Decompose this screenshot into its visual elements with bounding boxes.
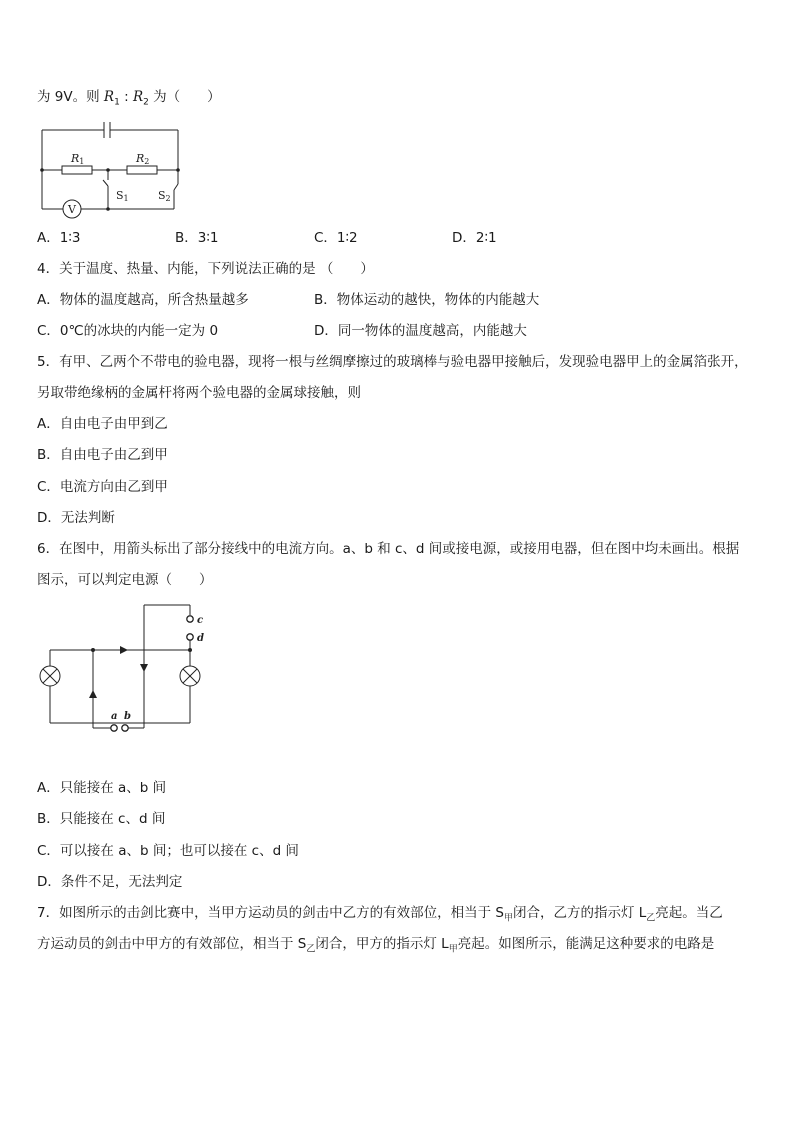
q6-stem-line-2: 图示，可以判定电源（ ） <box>37 572 213 588</box>
q7-stem-line-1: 7．如图所示的击剑比赛中，当甲方运动员的剑击中乙方的有效部位，相当于 $S_甲$闭合，乙方的指示灯 $L_乙$亮起。当乙 <box>37 905 723 924</box>
q6-terminal-c <box>187 616 193 622</box>
q6-arrow-right <box>120 646 128 654</box>
q5-option-d: D．无法判断 <box>37 510 115 526</box>
q3-option-d: D．2∶1 <box>452 230 497 246</box>
q6-option-b: B．只能接在 c、d 间 <box>37 811 166 827</box>
q6-option-a: A．只能接在 a、b 间 <box>37 780 167 796</box>
q4-stem: 4．关于温度、热量、内能，下列说法正确的是 （ ） <box>37 261 374 277</box>
q3-stem: 为 9V。则 $R_1$ : $R_2$ 为（ ） <box>37 89 221 108</box>
q4-option-b: B．物体运动的越快，物体的内能越大 <box>314 292 540 308</box>
q5-stem-line-1: 5．有甲、乙两个不带电的验电器，现将一根与丝绸摩擦过的玻璃棒与验电器甲接触后，发现验电器甲上的金属箔张开， <box>37 354 748 370</box>
q6-option-d: D．条件不足，无法判定 <box>37 874 183 890</box>
q6-arrow-up <box>89 690 97 698</box>
q5-stem-line-2: 另取带绝缘柄的金属杆将两个验电器的金属球接触，则 <box>37 385 361 401</box>
q3-r1-label: R1 <box>71 152 85 166</box>
q6-label-c: c <box>197 615 204 626</box>
q6-junction-left <box>91 648 95 652</box>
q5-option-a: A．自由电子由甲到乙 <box>37 416 168 432</box>
q6-arrow-down <box>140 664 148 672</box>
q6-option-c: C．可以接在 a、b 间；也可以接在 c、d 间 <box>37 843 299 859</box>
q4-option-d: D．同一物体的温度越高，内能越大 <box>314 323 527 339</box>
q5-option-c: C．电流方向由乙到甲 <box>37 479 168 495</box>
q6-label-a: a <box>111 711 118 722</box>
q6-terminal-d <box>187 634 193 640</box>
q6-terminal-b <box>122 725 128 731</box>
q6-junction-right <box>188 648 192 652</box>
q3-option-a: A．1∶3 <box>37 230 81 246</box>
q3-option-c: C．1∶2 <box>314 230 358 246</box>
q3-r2-label: R2 <box>136 152 150 166</box>
q4-option-c: C．0℃的冰块的内能一定为 0 <box>37 323 219 339</box>
q6-terminal-a <box>111 725 117 731</box>
q6-label-b: b <box>124 711 131 722</box>
q3-s1-label: S1 <box>116 189 129 203</box>
q5-option-b: B．自由电子由乙到甲 <box>37 447 168 463</box>
q3-option-b: B．3∶1 <box>175 230 219 246</box>
q7-stem-line-2: 方运动员的剑击中甲方的有效部位，相当于 $S_乙$闭合，甲方的指示灯 $L_甲$亮起。如图所示，能满足这种要求的电路是 <box>37 936 715 955</box>
q3-s2-label: S2 <box>158 189 171 203</box>
q6-stem-line-1: 6．在图中，用箭头标出了部分接线中的电流方向。a、b 和 c、d 间或接电源，或接用电器，但在图中均未画出。根据 <box>37 541 740 557</box>
q3-voltmeter-label: V <box>68 203 76 216</box>
q4-option-a: A．物体的温度越高，所含热量越多 <box>37 292 249 308</box>
q6-label-d: d <box>197 633 204 644</box>
